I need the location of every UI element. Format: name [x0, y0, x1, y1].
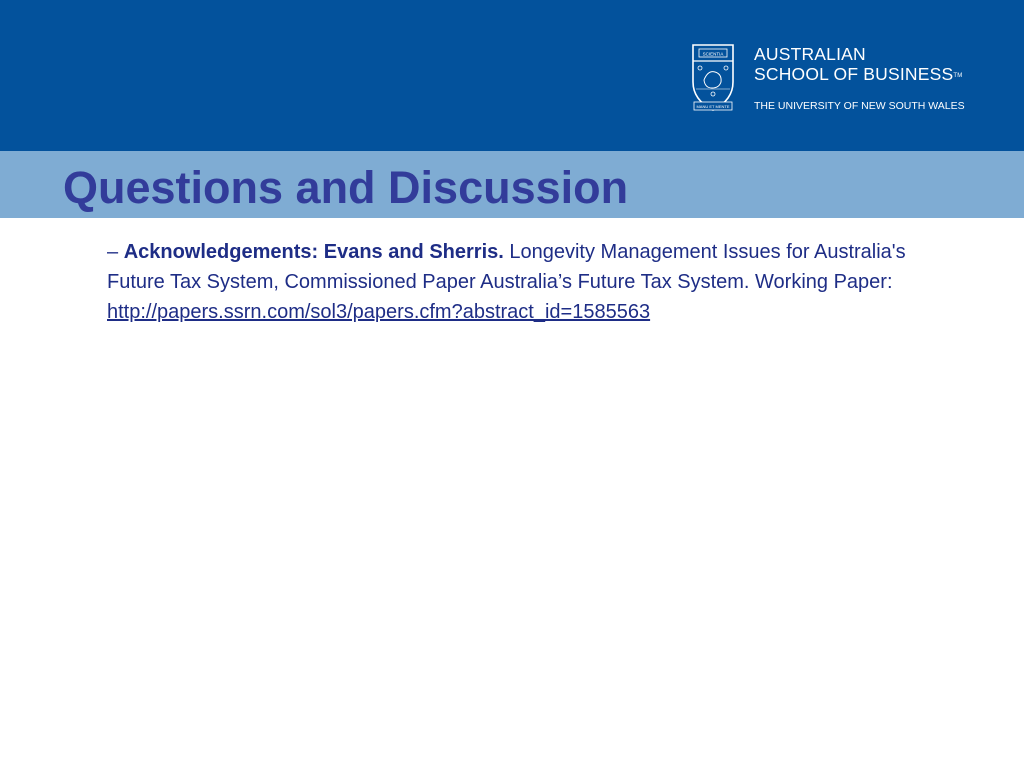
unsw-crest-icon [690, 42, 736, 114]
trademark-mark: TM [953, 73, 963, 79]
crest-scroll-text: MANU ET MENTE [696, 104, 730, 109]
slide-title: Questions and Discussion [63, 162, 629, 213]
logo-line-university: THE UNIVERSITY OF NEW SOUTH WALES [754, 100, 965, 112]
logo-line-school [754, 64, 965, 84]
bullet-dash: – [107, 241, 124, 263]
bullet-paragraph [107, 237, 927, 327]
logo-line-australian: AUSTRALIAN [754, 44, 866, 64]
asb-logo [690, 42, 990, 114]
crest-banner-text: SCIENTIA [702, 51, 724, 57]
logo-school-text: SCHOOL OF BUSINESS [754, 64, 954, 84]
reference-text: Longevity Management Issues for Australia's Future Tax System, Commissioned Paper Australia’s Future Tax System. Working Paper: [107, 241, 906, 293]
ssrn-paper-link[interactable]: http://papers.ssrn.com/sol3/papers.cfm?abstract_id=1585563 [107, 301, 651, 323]
logo-wordmark [754, 44, 965, 112]
acknowledgements-heading: Acknowledgements: Evans and Sherris. [123, 241, 504, 263]
